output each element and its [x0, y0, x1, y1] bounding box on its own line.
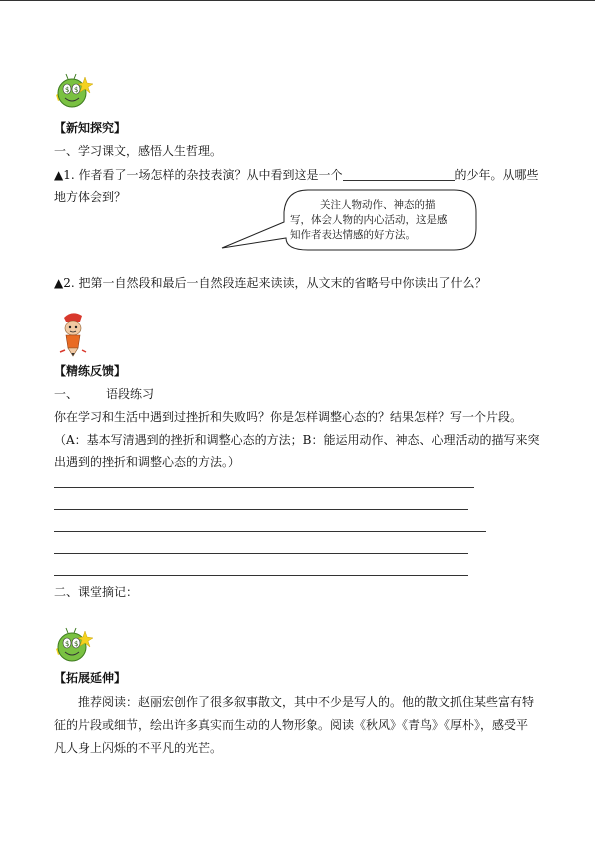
writing-line[interactable] — [54, 575, 468, 576]
writing-prompt: 你在学习和生活中遇到过挫折和失败吗？你是怎样调整心态的？结果怎样？写一个片段。 — [54, 410, 523, 424]
pencil-mascot-icon — [56, 308, 90, 358]
reading-paragraph-line-1: 推荐阅读：赵丽宏创作了很多叙事散文，其中不少是写人的。他的散文抓住某些富有特 — [78, 695, 535, 709]
bubble-tip: 关注人物动作、神态的描 写，体会人物的内心活动，这是感 知作者表达情感的好方法。 — [290, 199, 448, 241]
writing-line[interactable] — [54, 531, 486, 532]
section-heading-explore: 【新知探究】 — [54, 121, 127, 135]
page-top-rule — [0, 0, 595, 1]
question-2: ▲2. 把第一自然段和最后一自然段连起来读读，从文末的省略号中你读出了什么？ — [54, 276, 487, 290]
writing-hint-line-2: 出遇到的挫折和调整心态的方法。） — [54, 455, 241, 469]
question-1: ▲1. 作者看了一场怎样的杂技表演？从中看到这是一个 的少年。从哪些 — [54, 168, 539, 182]
writing-line[interactable] — [54, 509, 468, 510]
answer-blank[interactable] — [343, 168, 455, 181]
svg-text:$: $ — [74, 640, 79, 648]
writing-line[interactable] — [54, 553, 468, 554]
svg-text:$: $ — [65, 86, 70, 94]
reading-paragraph-line-2: 征的片段或细节，绘出许多真实而生动的人物形象。阅读《秋风》《青鸟》《厚朴》，感受平 — [54, 718, 529, 732]
sub-heading-learn: 一、学习课文，感悟人生哲理。 — [54, 144, 223, 158]
sub-heading-notes: 二、课堂摘记： — [54, 585, 139, 599]
money-mascot-icon — [52, 73, 96, 111]
money-mascot-icon — [52, 627, 96, 665]
question-1-line-2: 地方体会到？ — [54, 190, 127, 204]
writing-line[interactable] — [54, 487, 474, 488]
section-heading-extend: 【拓展延伸】 — [54, 671, 127, 685]
section-heading-practice: 【精练反馈】 — [54, 364, 127, 378]
svg-text:$: $ — [74, 86, 79, 94]
writing-hint-line-1: （A：基本写清遇到的挫折和调整心态的方法；B：能运用动作、神态、心理活动的描写来突 — [54, 433, 540, 447]
sub-heading-exercise: 一、 语段练习 — [54, 387, 155, 401]
svg-text:$: $ — [65, 640, 70, 648]
reading-paragraph-line-3: 凡人身上闪烁的不平凡的光芒。 — [54, 741, 223, 755]
